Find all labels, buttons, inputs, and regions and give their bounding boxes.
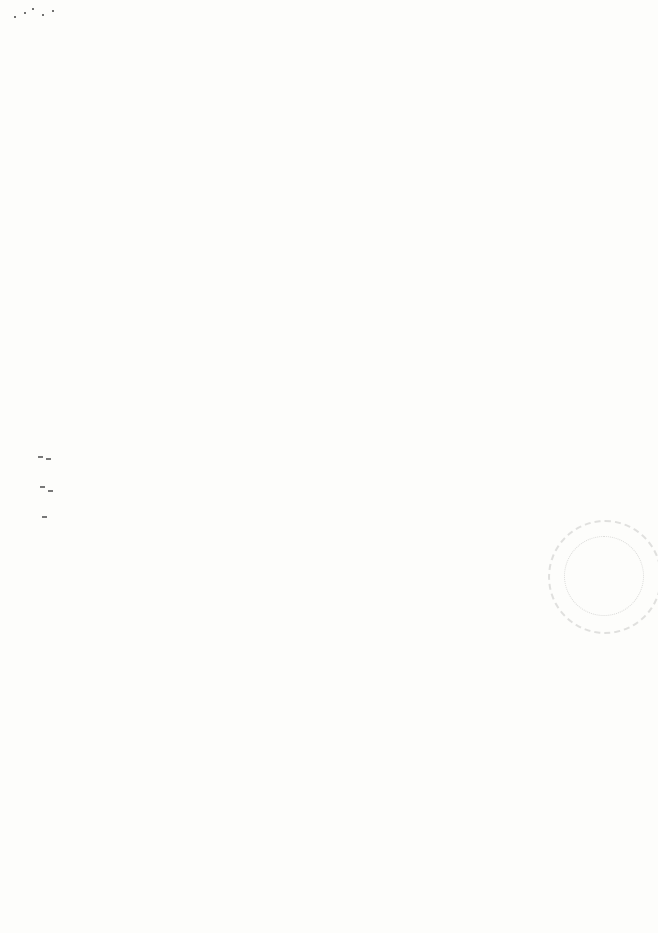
stamp-seal bbox=[548, 520, 658, 634]
margin-marks bbox=[38, 456, 58, 526]
scan-specks bbox=[12, 4, 62, 24]
